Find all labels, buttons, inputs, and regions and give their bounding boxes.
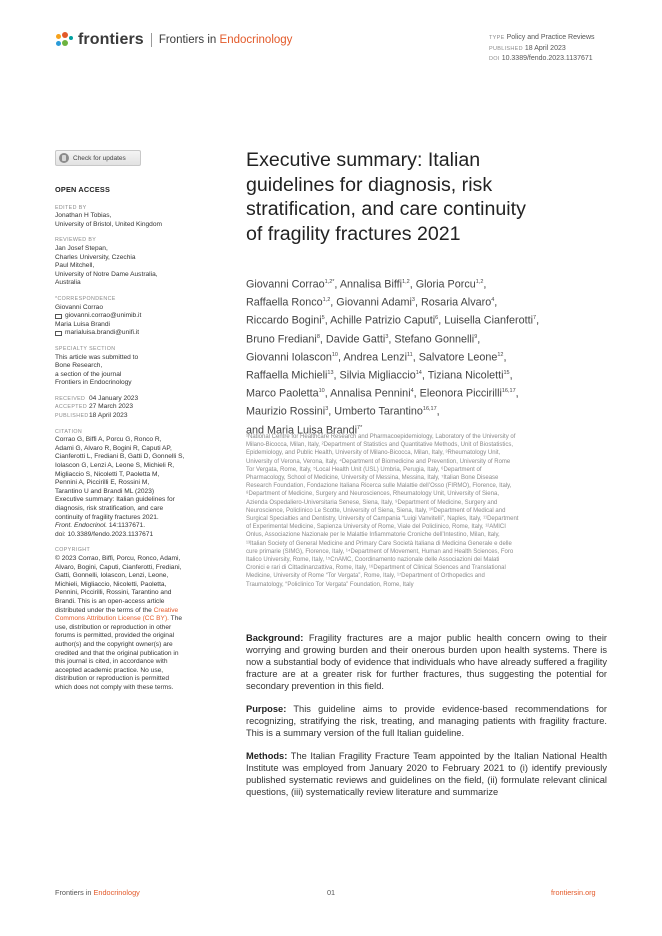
author-affiliation-ref: 3: [385, 333, 389, 340]
open-access-label: OPEN ACCESS: [55, 185, 111, 194]
email-link-corrao[interactable]: giovanni.corrao@unimib.it: [55, 312, 215, 321]
author-name[interactable]: Giovanni Iolascon: [246, 351, 332, 364]
author-name[interactable]: Marco Paoletta: [246, 387, 319, 400]
author-affiliation-ref: 1,2: [402, 279, 410, 285]
author-name[interactable]: Annalisa Pennini: [330, 387, 411, 400]
author-affiliation-ref: 7*: [357, 424, 363, 431]
correspondence-heading: *CORRESPONDENCE: [55, 295, 116, 302]
author-list: [246, 275, 611, 439]
author-name[interactable]: Riccardo Bogini: [246, 314, 322, 327]
author-affiliation-ref: 10: [331, 351, 338, 358]
author-name[interactable]: Umberto Tarantino: [334, 405, 423, 418]
affiliation-line: Surgical Specialties and Dentistry, University of Campania “Luigi Vanvitelli”, Naples, Italy, ¹¹Department: [246, 516, 519, 523]
frontiers-logo-icon: [56, 32, 74, 48]
header-divider: [151, 33, 152, 47]
author-line: Riccardo Bogini$^5$, Achille Patrizio Caputi$^6$, Luisella Cianferotti$^7$,: [246, 314, 540, 327]
author-affiliation-ref: 4: [491, 297, 495, 304]
journal-name[interactable]: Frontiers in Endocrinology: [158, 34, 293, 46]
article-info-sidebar: OPEN ACCESS EDITED BY Jonathan H Tobias, University of Bristol, United Kingdom REVIEWED BY Jan Josef Stepan, Charles University, Czechia Paul Mitchell, University of Notre Dame Australia, Australia *CORRESPONDENCE Giovanni Corrao giovanni.corrao@unimib.it Maria Luisa Brandi marialuisa.brandi@unifi.it SPECIALTY SECTION This article was submitted to Bone Research, a section of the journal Frontiers in Endocrinology RECEIVED 04 January 2023 ACCEPTED 27 March 2023 PUBLISHED18 April 2023 CITATION Corrao G, Biffi A, Porcu G, Ronco R, Adami G, Alvaro R, Bogini R, Caputi AP, Cianferotti L, Frediani B, Gatti D, Gonnelli S, Iolascon G, Lenzi A, Leone S, Michieli R, Migliaccio S, Nicoletti T, Paoletta M, Pennini A, Piccirilli E, Rossini M, Tarantino U and Brandi ML (2023) Executive summary: Italian guidelines for diagnosis, risk stratification, and care continuity of fragility fractures 2021. Front. Endocrinol. 14:1137671. doi: 10.3389/fendo.2023.1137671 COPYRIGHT © 2023 Corrao, Biffi, Porcu, Ronco, Adami, Alvaro, Bogini, Caputi, Cianferotti, Frediani, Gatti, Gonnelli, Iolascon, Lenzi, Leone, Michieli, Migliaccio, Nicoletti, Paoletta, Pennini, Piccirilli, Rossini, Tarantino and Brandi. This is an open-access article distributed under the terms of the Creative Commons Attribution License (CC BY). The use, distribution or reproduction in other forums is permitted, provided the original author(s) and the copyright owner(s) are credited and that the original publication in this journal is cited, in accordance with accepted academic practice. No use, distribution or reproduction is permitted which does not comply with these terms.: [55, 186, 215, 692]
footer-journal[interactable]: Frontiers in Endocrinology: [55, 888, 140, 897]
author-name[interactable]: Giovanni Corrao: [246, 278, 325, 291]
author-line: Marco Paoletta$^{10}$, Annalisa Pennini$^4$, Eleonora Piccirilli$^{16,17}$,: [246, 387, 519, 400]
author-name[interactable]: Tiziana Nicoletti: [427, 369, 504, 382]
author-name[interactable]: Gloria Porcu: [415, 278, 476, 291]
reviewed-by-heading: REVIEWED BY: [55, 237, 97, 244]
cc-license-link-cont[interactable]: Commons Attribution License (CC BY).: [55, 615, 169, 623]
affiliation-line: Traumatology, “Policlinico Tor Vergata” Foundation, Rome, Italy: [246, 581, 414, 588]
author-line: Giovanni Corrao$^{1,2*}$, Annalisa Biffi$^{1,2}$, Gloria Porcu$^{1,2}$,: [246, 278, 487, 291]
affiliation-line: Onlus, Associazione Nazionale per le Malattie Infiammatorie Croniche dell’Intestino, Milan, Italy,: [246, 532, 500, 539]
copyright-heading: COPYRIGHT: [55, 547, 91, 554]
author-affiliation-ref: 10: [318, 388, 325, 395]
author-name[interactable]: Rosaria Alvaro: [420, 296, 492, 309]
author-name[interactable]: Salvatore Leone: [418, 351, 498, 364]
author-affiliation-ref: 16,17: [501, 388, 516, 395]
author-name[interactable]: Achille Patrizio Caputi: [330, 314, 436, 327]
citation-doi[interactable]: doi: 10.3389/fendo.2023.1137671: [55, 530, 154, 538]
cc-license-link[interactable]: Creative: [153, 606, 179, 614]
edited-by-heading: EDITED BY: [55, 204, 87, 211]
author-affiliation-ref: 13: [327, 369, 334, 376]
author-affiliation-ref: 3: [411, 297, 415, 304]
page-number: 01: [327, 888, 336, 897]
meta-published: PUBLISHED 18 April 2023: [489, 44, 566, 52]
author-affiliation-ref: 14: [415, 369, 422, 376]
author-name[interactable]: Raffaella Ronco: [246, 296, 323, 309]
citation-heading: CITATION: [55, 428, 83, 435]
author-line: Raffaella Michieli$^{13}$, Silvia Migliaccio$^{14}$, Tiziana Nicoletti$^{15}$,: [246, 369, 513, 382]
author-affiliation-ref: 3: [325, 406, 329, 413]
affiliation-line: ⁸Department of Medicine, Surgery and Neurosciences, Rheumatology Unit, University of Siena,: [246, 491, 499, 498]
brand-name: frontiers: [78, 31, 144, 48]
affiliation-line: ¹³Italian Society of General Medicine and Primary Care Società Italiana di Medicina Generale e delle: [246, 540, 512, 547]
author-line: Bruno Frediani$^8$, Davide Gatti$^3$, Stefano Gonnelli$^9$,: [246, 333, 481, 346]
author-name[interactable]: Davide Gatti: [325, 333, 386, 346]
author-affiliation-ref: 16,17: [422, 406, 437, 413]
specialty-heading: SPECIALTY SECTION: [55, 345, 116, 352]
author-name[interactable]: Maurizio Rossini: [246, 405, 326, 418]
affiliation-line: Milano-Bicocca, Milan, Italy, ²Department of Statistics and Quantitative Methods, Unit of Biostatistics,: [246, 442, 513, 449]
check-for-updates-button[interactable]: Check for updates: [55, 150, 141, 166]
author-name[interactable]: Luisella Cianferotti: [444, 314, 534, 327]
meta-doi[interactable]: DOI 10.3389/fendo.2023.1137671: [489, 55, 593, 62]
author-line: Giovanni Iolascon$^{10}$, Andrea Lenzi$^{11}$, Salvatore Leone$^{12}$,: [246, 351, 507, 364]
affiliation-line: Pharmacology, School of Medicine, University of Messina, Messina, Italy, ⁷Italian Bone Disease: [246, 475, 499, 482]
author-affiliation-ref: 9: [474, 333, 478, 340]
author-affiliation-ref: 12: [497, 351, 504, 358]
article-title: Executive summary: Italian guidelines for diagnosis, risk stratification, and care continuity of fragility fractures 2021: [246, 149, 526, 245]
author-name[interactable]: Bruno Frediani: [246, 333, 317, 346]
article-meta: [489, 33, 595, 65]
affiliation-line: Azienda Ospedaliero-Universitaria Senese, Siena, Italy, ⁹Department of Medicine, Surgery and: [246, 499, 498, 506]
author-name[interactable]: Stefano Gonnelli: [394, 333, 475, 346]
editor-affiliation: University of Bristol, United Kingdom: [55, 220, 163, 228]
affiliations: [246, 433, 609, 589]
affiliation-line: Research Foundation, Fondazione Italiana Ricerca sulle Malattie dell’Osso (FIRMO), Florence, Italy,: [246, 483, 512, 490]
affiliation-line: Neuroscience, Policlinico Le Scotte, University of Siena, Siena, Italy, ¹⁰Department of Medical and: [246, 507, 506, 514]
author-affiliation-ref: 15: [503, 369, 510, 376]
author-line: Raffaella Ronco$^{1,2}$, Giovanni Adami$^3$, Rosaria Alvaro$^4$,: [246, 296, 498, 309]
author-name[interactable]: Silvia Migliaccio: [339, 369, 416, 382]
author-name[interactable]: Andrea Lenzi: [343, 351, 407, 364]
author-affiliation-ref: 1,2*: [324, 279, 335, 285]
affiliation-line: ¹National Centre for Healthcare Research and Pharmacoepidemiology, Laboratory of the University of: [246, 434, 516, 440]
email-link-brandi[interactable]: marialuisa.brandi@unifi.it: [55, 329, 215, 338]
affiliation-line: of Experimental Medicine, Sapienza University of Rome, Viale del Policlinico, Rome, Italy, ¹²AMICI: [246, 524, 506, 531]
author-name[interactable]: Eleonora Piccirilli: [419, 387, 502, 400]
envelope-icon: [55, 314, 62, 319]
author-name[interactable]: and Maria Luisa Brandi: [246, 424, 358, 437]
abstract-purpose: Purpose: This guideline aims to provide evidence-based recommendations for recognizing, stratifying the risk, treating, and managing patients with fragility fracture. This is a summary version of the full Italian guideline.: [246, 704, 607, 739]
editor-name: Jonathan H Tobias,: [55, 212, 112, 220]
author-name[interactable]: Annalisa Biffi: [339, 278, 403, 291]
author-affiliation-ref: 1,2: [322, 297, 331, 304]
affiliation-line: Italico University, Rome, Italy, ¹⁵CnAMC, Coordinamento nazionale delle Associazioni dei Malati: [246, 557, 500, 564]
article-dates: RECEIVED 04 January 2023 ACCEPTED 27 March 2023 PUBLISHED18 April 2023: [55, 394, 139, 420]
abstract-background: Background: Fragility fractures are a major public health concern owing to their worrying and growing burden and their onerous burden upon health systems. There is now a substantial body of evidence that individuals who have already suffered a fragility fracture are at a greater risk for further fractures, thus suggesting the potential for secondary prevention in this field.: [246, 633, 607, 692]
affiliation-line: cure primarie (SIMG), Florence, Italy, ¹⁴Department of Movement, Human and Health Sciences, Foro: [246, 548, 514, 555]
affiliation-line: Medicine, University of Rome “Tor Vergata”, Rome, Italy, ¹⁷Department of Orthopedics and: [246, 573, 485, 580]
meta-type: TYPE Policy and Practice Reviews: [489, 34, 595, 41]
author-affiliation-ref: 1,2: [475, 279, 484, 285]
author-affiliation-ref: 4: [410, 388, 414, 395]
update-icon: [59, 153, 69, 163]
author-affiliation-ref: 6: [435, 315, 439, 322]
affiliation-line: Cronici e rari di Cittadinanzattiva, Rome, Italy, ¹⁶Department of Clinical Sciences and Translational: [246, 565, 506, 572]
author-affiliation-ref: 5: [321, 315, 325, 322]
author-name[interactable]: Raffaella Michieli: [246, 369, 328, 382]
affiliation-line: University of Verona, Verona, Italy, ⁴Department of Biomedicine and Prevention, University of Rome: [246, 458, 511, 465]
author-line: Maurizio Rossini$^3$, Umberto Tarantino$^{16,17}$,: [246, 405, 440, 418]
abstract: [246, 632, 607, 809]
author-affiliation-ref: 11: [407, 351, 413, 358]
author-name[interactable]: Giovanni Adami: [336, 296, 412, 309]
affiliation-line: Tor Vergata, Rome, Italy, ⁵Local Health Unit (USL) Umbria, Perugia, Italy, ⁶Department of: [246, 466, 482, 473]
envelope-icon: [55, 331, 62, 336]
frontiers-logo[interactable]: [56, 31, 292, 49]
author-affiliation-ref: 7: [533, 315, 537, 322]
author-affiliation-ref: 8: [316, 333, 320, 340]
abstract-methods: Methods: The Italian Fragility Fracture Team appointed by the Italian National Health Institute was employed from January 2020 to February 2021 to (i) identify previously published systematic reviews and guidelines on the field, (ii) formulate relevant clinical questions, (iii) systematically review literature and summarize: [246, 751, 607, 798]
footer-site-link[interactable]: frontiersin.org: [551, 888, 596, 897]
affiliation-line: Epidemiology, and Public Health, University of Milano-Bicocca, Milan, Italy, ³Rheumatology Unit,: [246, 450, 501, 457]
